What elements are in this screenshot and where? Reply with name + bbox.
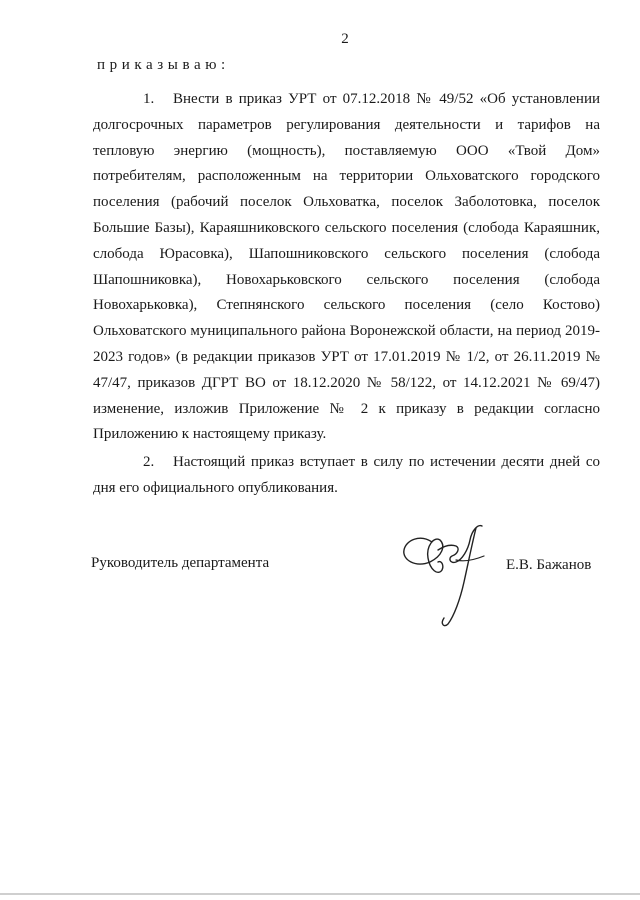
order-item-1-number: 1.: [143, 91, 155, 107]
signatory-name: Е.В. Бажанов: [506, 557, 592, 573]
handwritten-signature: [398, 520, 498, 630]
order-item-1-text: Внести в приказ УРТ от 07.12.2018 № 49/52 «Об установлении долгосрочных параметров регулирования деятельности и тарифов на тепловую энергию (мощность), поставляемую ООО «Твой Дом» потребителям, расположенным на территории Ольховатского городского поселения (рабочий поселок Ольховатка, поселок Заболотовка, поселок Большие Базы), Караяшниковского сельского поселения (слобода Караяшник, слобода Юрасовка), Шапошниковского сельского поселения (слобода Шапошниковка), Новохарьковского сельского поселения (слобода Новохарьковка), Степнянского сельского поселения (село Костово) Ольховатского муниципального района Воронежской области, на период 2019-2023 годов» (в редакции приказов УРТ от 17.01.2019 № 1/2, от 26.11.2019 № 47/47, приказов ДГРТ ВО от 18.12.2020 № 58/122, от 14.12.2021 № 69/47) изменение, изложив Приложение № 2 к приказу в редакции согласно Приложению к настоящему приказу.: [93, 91, 600, 443]
page-number: 2: [341, 31, 349, 47]
page-bottom-rule: [0, 893, 640, 895]
order-item-2: [93, 450, 600, 502]
order-item-2-text: Настоящий приказ вступает в силу по истечении десяти дней со дня его официального опубликования.: [93, 454, 600, 496]
order-lead-word: приказываю:: [97, 57, 230, 73]
order-item-2-number: 2.: [143, 454, 155, 470]
order-item-1: [93, 87, 600, 448]
signatory-title: Руководитель департамента: [91, 555, 270, 571]
